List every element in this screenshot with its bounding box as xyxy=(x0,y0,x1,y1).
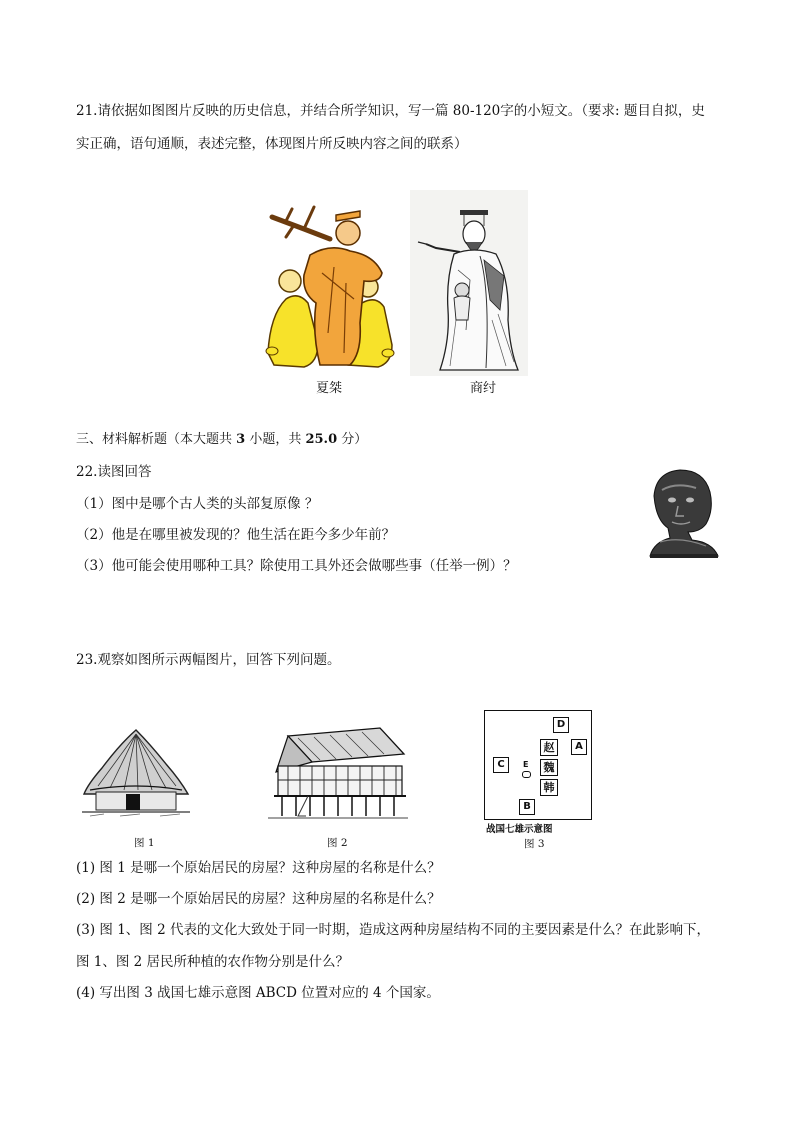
figure3-map-title: 战国七雄示意图 xyxy=(486,824,553,835)
q23-item-1: (1) 图 1 是哪一个原始居民的房屋？这种房屋的名称是什么？ xyxy=(76,860,441,876)
peking-man-bust-image xyxy=(640,466,724,560)
q23-title: 23.观察如图所示两幅图片，回答下列问题。 xyxy=(76,652,341,668)
q21-text-line2: 实正确，语句通顺，表述完整，体现图片所反映内容之间的联系） xyxy=(76,136,468,152)
map-box-c: C xyxy=(493,757,509,773)
figure1-thatched-hut-image xyxy=(80,728,192,820)
section3-question-count: 3 xyxy=(236,432,246,447)
shang-zhou-caption: 商纣 xyxy=(470,381,497,396)
q23-item-2: (2) 图 2 是哪一个原始居民的房屋？这种房屋的名称是什么？ xyxy=(76,891,441,907)
figure2-caption: 图 2 xyxy=(327,837,348,849)
q23-item-3-cont: 图 1、图 2 居民所种植的农作物分别是什么？ xyxy=(76,954,350,970)
q22-item-3: （3）他可能会使用哪种工具？除使用工具外还会做哪些事（任举一例）？ xyxy=(76,558,517,574)
map-box-a: A xyxy=(571,739,587,755)
q23-item-3: (3) 图 1、图 2 代表的文化大致处于同一时期，造成这两种房屋结构不同的主要因素是什么？在此影响下， xyxy=(76,922,710,938)
map-state-wei: 魏 xyxy=(540,759,558,776)
section3-heading-pre: 三、材料解析题（本大题共 xyxy=(76,432,237,447)
q22-title: 22.读图回答 xyxy=(76,464,152,480)
map-box-d: D xyxy=(553,717,569,733)
figure2-stilt-house-image xyxy=(268,726,408,822)
section3-total-score: 25.0 xyxy=(305,432,338,447)
figure1-caption: 图 1 xyxy=(134,837,155,849)
q22-item-2: （2）他是在哪里被发现的？他生活在距今多少年前？ xyxy=(76,527,396,543)
map-state-zhao: 赵 xyxy=(540,739,558,756)
xia-jie-caption: 夏桀 xyxy=(316,381,343,396)
q23-item-4: (4) 写出图 3 战国七雄示意图 ABCD 位置对应的 4 个国家。 xyxy=(76,985,440,1001)
q22-item-1: （1）图中是哪个古人类的头部复原像 ？ xyxy=(76,496,319,512)
map-box-b: B xyxy=(519,799,535,815)
shang-zhou-illustration xyxy=(410,190,528,376)
q21-text-line1: 21.请依据如图图片反映的历史信息，并结合所学知识，写一篇 80-120字的小短文。（要求: 题目自拟，史 xyxy=(76,103,705,119)
map-small-label-e: E xyxy=(523,760,529,769)
map-small-marker xyxy=(522,771,531,778)
map-state-han: 韩 xyxy=(540,779,558,796)
figure3-warring-states-map xyxy=(484,710,592,820)
xia-jie-illustration xyxy=(264,203,396,375)
section3-heading-mid: 小题，共 xyxy=(245,432,306,447)
section3-heading-post: 分） xyxy=(337,432,368,447)
section3-heading xyxy=(76,430,367,450)
figure3-caption: 图 3 xyxy=(524,838,545,850)
